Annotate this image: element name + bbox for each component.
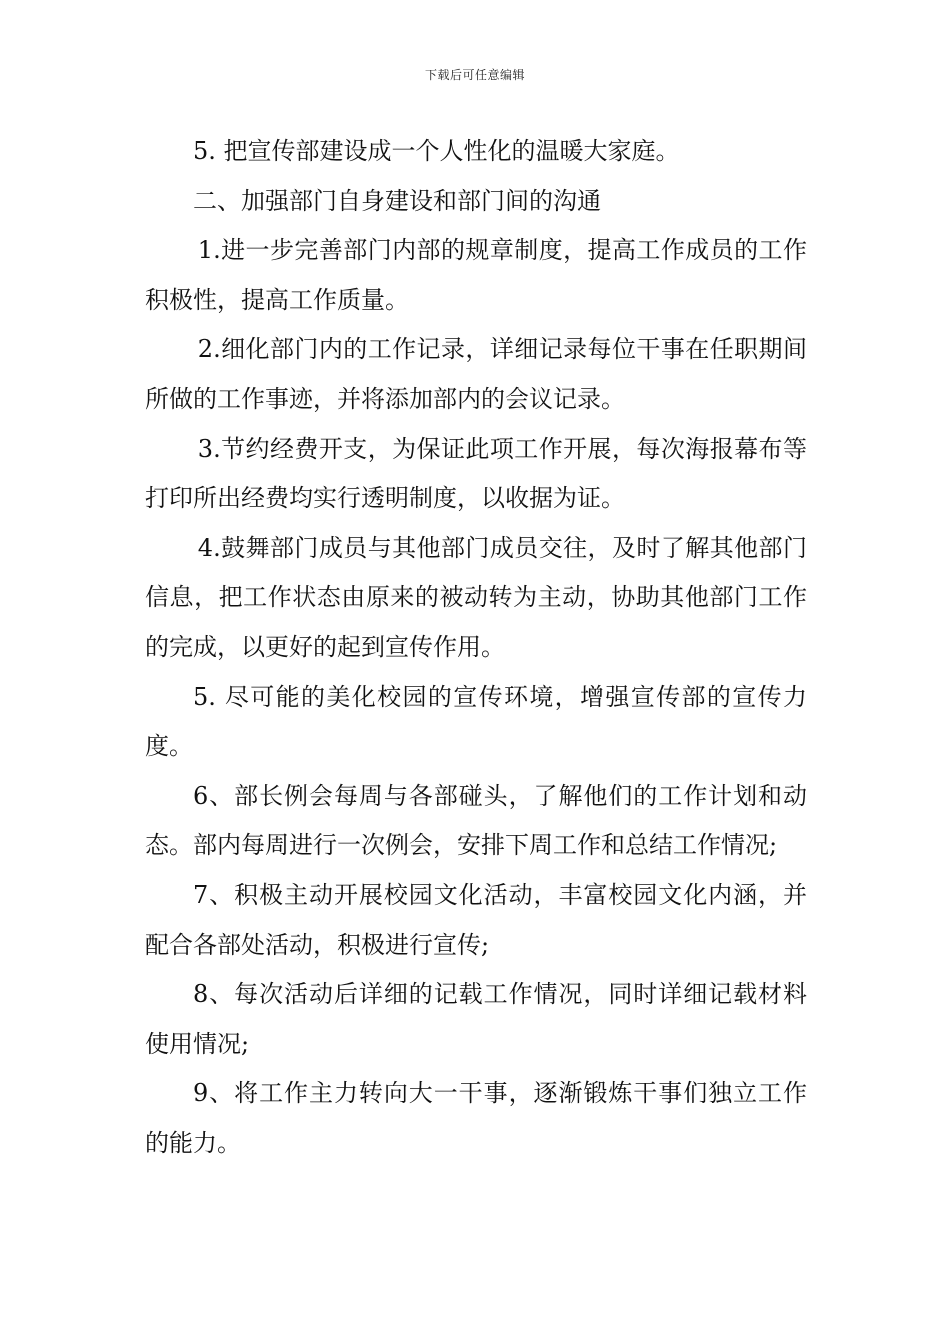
- paragraph-item-5-environment: 5. 尽可能的美化校园的宣传环境，增强宣传部的宣传力度。: [145, 682, 807, 761]
- paragraph-item-2: 2.细化部门内的工作记录，详细记录每位干事在任职期间所做的工作事迹，并将添加部内的会议记录。: [145, 335, 807, 413]
- document-body: [145, 127, 807, 1168]
- page-header-note: 下载后可任意编辑: [424, 68, 525, 82]
- paragraph-item-4: 4.鼓舞部门成员与其他部门成员交往，及时了解其他部门信息，把工作状态由原来的被动转为主动，协助其他部门工作的完成，以更好的起到宣传作用。: [145, 533, 807, 661]
- paragraph-item-8: 8、每次活动后详细的记载工作情况，同时详细记载材料使用情况;: [145, 980, 807, 1058]
- section-heading-communication: 二、加强部门自身建设和部门间的沟通: [193, 186, 601, 215]
- paragraph-item-1: 1.进一步完善部门内部的规章制度，提高工作成员的工作积极性，提高工作质量。: [145, 236, 807, 314]
- paragraph-item-9: 9、将工作主力转向大一干事，逐渐锻炼干事们独立工作的能力。: [145, 1079, 807, 1157]
- paragraph-item-5-family: 5. 把宣传部建设成一个人性化的温暖大家庭。: [193, 137, 680, 165]
- paragraph-item-3: 3.节约经费开支，为保证此项工作开展，每次海报幕布等打印所出经费均实行透明制度，以收据为证。: [145, 434, 807, 513]
- paragraph-item-7: 7、积极主动开展校园文化活动，丰富校园文化内涵，并配合各部处活动，积极进行宣传;: [145, 880, 807, 959]
- paragraph-item-6: 6、部长例会每周与各部碰头，了解他们的工作计划和动态。部内每周进行一次例会，安排下周工作和总结工作情况;: [145, 781, 807, 860]
